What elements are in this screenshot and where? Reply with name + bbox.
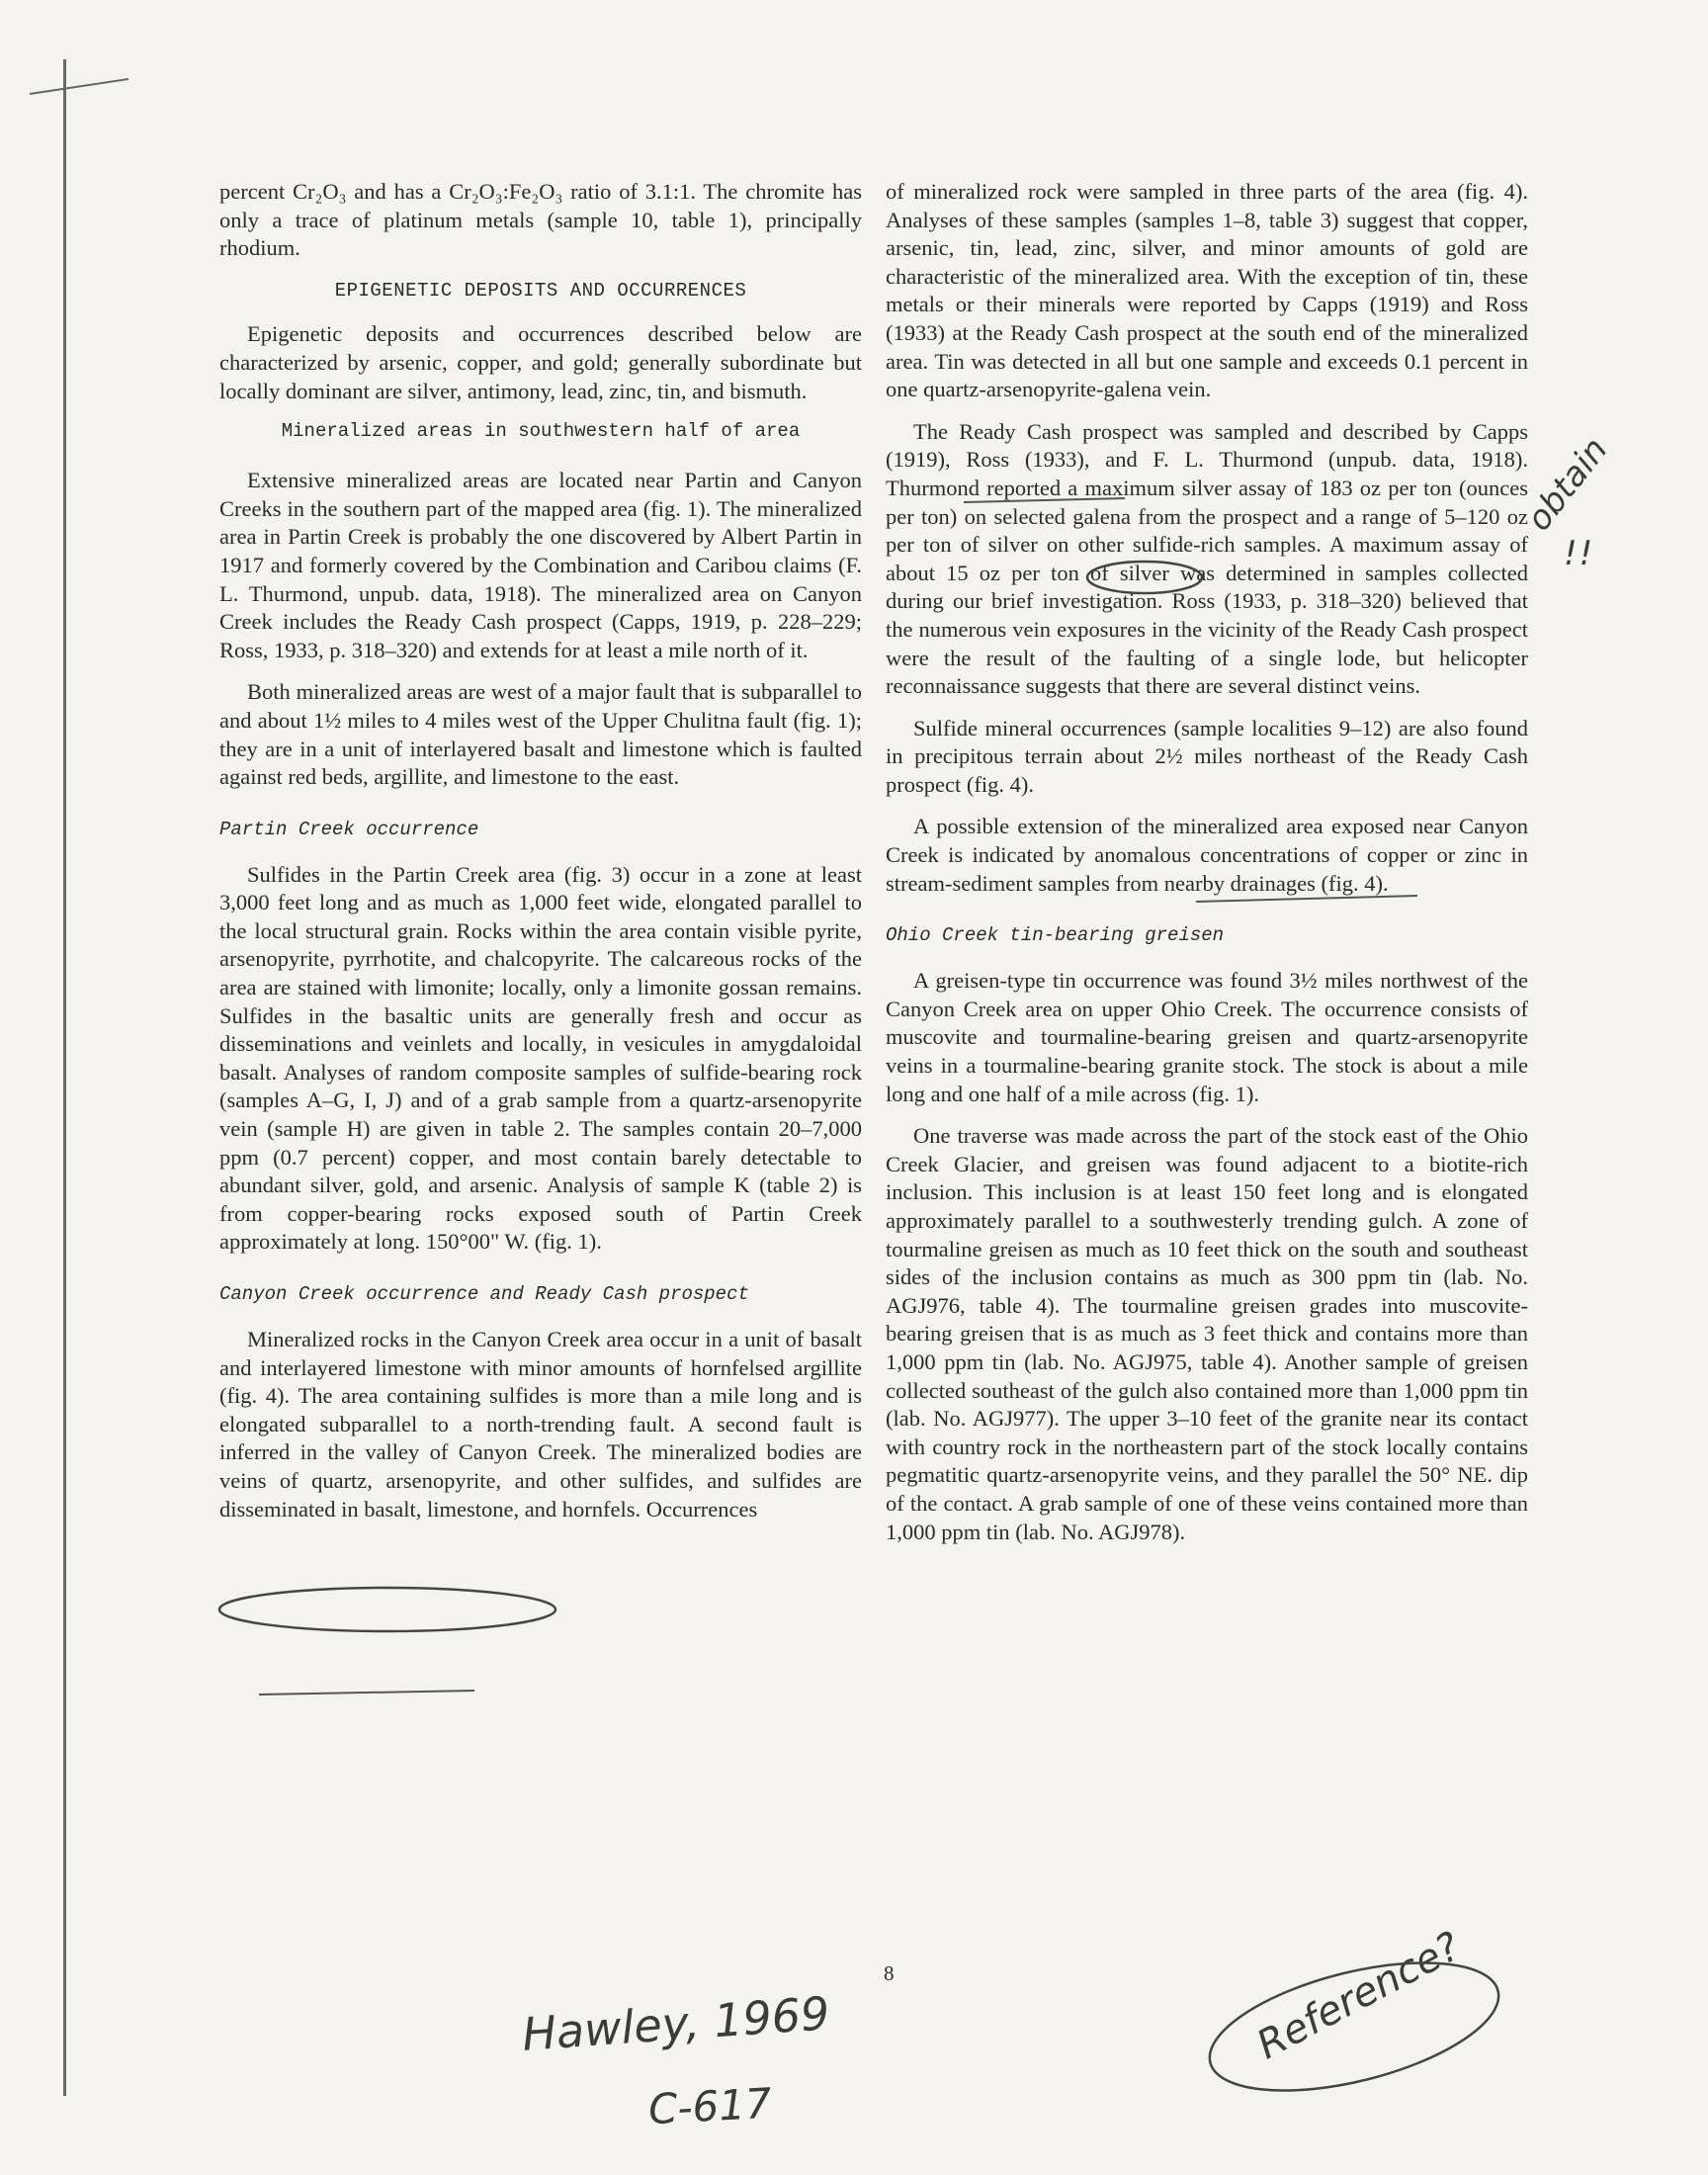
underline-annotation-mineralized (259, 1691, 474, 1695)
paragraph: Extensive mineralized areas are located near Partin and Canyon Creeks in the southern part of the mapped area (fig. 1). The mineralized area in Partin Creek is probably the one discovered by Albert Partin in 1917 and formerly covered by the Combination and Caribou claims (F. L. Thurmond, unpub. data, 1918). The mineralized area on Canyon Creek includes the Ready Cash prospect (Capps, 1919, p. 228–229; Ross, 1933, p. 318–320) and extends for at least a mile north of it. (219, 468, 862, 662)
paragraph: A possible extension of the mineralized area exposed near Canyon Creek is indicated by anomalous concentrations of copper or zinc in stream-sediment samples from nearby drainages (fig. 4). (886, 814, 1528, 896)
tick-mark-annotation (30, 79, 128, 94)
handwritten-obtain-note: obtain (1518, 430, 1616, 539)
italic-heading: Partin Creek occurrence (219, 818, 479, 840)
handwritten-exclamation: !! (1564, 534, 1595, 573)
italic-heading: Ohio Creek tin-bearing greisen (886, 924, 1225, 947)
paragraph: Sulfide mineral occurrences (sample localities 9–12) are also found in precipitous terrain about 2½ miles northeast of the Ready Cash prospect (fig. 4). (886, 715, 1528, 797)
underline-annotation-ready-cash (964, 498, 1125, 502)
underline-annotation-precipitous (1196, 896, 1417, 902)
circle-annotation-reference (1197, 1938, 1511, 2115)
paragraph: Sulfides in the Partin Creek area (fig. 3) occur in a zone at least 3,000 feet long and as much as 1,000 feet wide, elongated parallel to the local structural grain. Rocks within the area contain visible pyrite, arsenopyrite, pyrrhotite, and chalcopyrite. The calcareous rocks of the area are stained with limonite; locally, only a limonite gossan remains. Sulfides in the basaltic units are generally fresh and occur as disseminations and veinlets and locally, in vesicules in amygdaloidal basalt. Analyses of random composite samples of sulfide-bearing rock (samples A–G, I, J) and of a grab sample from a quartz-arsenopyrite vein (sample H) are given in table 2. The samples contain 20–7,000 ppm (0.7 percent) copper, and most contain barely detectable to abundant silver, gold, and arsenic. Analysis of sample K (table 2) is from copper-bearing rocks exposed south of Partin Creek approximately at long. 150°00" W. (fig. 1). (219, 861, 862, 1255)
handwritten-citation: Hawley, 1969 (520, 1986, 831, 2061)
page-number: 8 (884, 1961, 895, 1985)
paragraph: Epigenetic deposits and occurrences described below are characterized by arsenic, copper, and gold; generally subordinate but locally dominant are silver, antimony, lead, zinc, tin, and bismuth. (219, 321, 862, 403)
italic-heading: Canyon Creek occurrence and Ready Cash prospect (219, 1283, 749, 1305)
paragraph: One traverse was made across the part of the stock east of the Ohio Creek Glacier, and greisen was found adjacent to a biotite-rich inclusion. This inclusion is at least 150 feet long and is elongated approximately parallel to a southwesterly trending gulch. A zone of tourmaline greisen as much as 10 feet thick on the south and southeast sides of the inclusion contains as much as 300 ppm tin (lab. No. AGJ976, table 4). The tourmaline greisen grades into muscovite-bearing greisen that is as much as 3 feet thick and contains more than 1,000 ppm tin (lab. No. AGJ975, table 4). Another sample of greisen collected southeast of the gulch also contained more than 1,000 ppm tin (lab. No. AGJ977). The upper 3–10 feet of the granite near its contact with country rock in the northeastern part of the stock locally contains pegmatitic quartz-arsenopyrite veins, and they parallel the 50° NE. dip of the contact. A grab sample of one of these veins contained more than 1,000 ppm tin (lab. No. AGJ978). (886, 1123, 1528, 1544)
paragraph: Mineralized rocks in the Canyon Creek area occur in a unit of basalt and interlayered limestone with minor amounts of hornfelsed argillite (fig. 4). The area containing sulfides is more than a mile long and is elongated subparallel to a north-trending fault. A second fault is inferred in the valley of Canyon Creek. The mineralized bodies are veins of quartz, arsenopyrite, and other sulfides, and sulfides are disseminated in basalt, limestone, and hornfels. Occurrences (219, 1327, 862, 1522)
circle-annotation-canyon-creek (219, 1588, 555, 1631)
paragraph: A greisen-type tin occurrence was found 3½ miles northwest of the Canyon Creek area on upper Ohio Creek. The occurrence consists of muscovite and tourmaline-bearing greisen and quartz-arsenopyrite veins in a tourmaline-bearing granite stock. The stock is about a mile long and one half of a mile across (fig. 1). (886, 968, 1528, 1106)
section-heading: EPIGENETIC DEPOSITS AND OCCURRENCES (334, 279, 747, 302)
handwritten-reference-note: Reference? (1249, 1923, 1468, 2069)
paragraph: The Ready Cash prospect was sampled and described by Capps (1919), Ross (1933), and F. L. Thurmond (unpub. data, 1918). Thurmond reported a maximum silver assay of 183 oz per ton (ounces per ton) on selected galena from the prospect and a range of 5–120 oz per ton of silver on other sulfide-rich samples. A maximum assay of about 15 oz per ton of silver was determined in samples collected during our brief investigation. Ross (1933, p. 318–320) believed that the numerous vein exposures in the vicinity of the Ready Cash prospect were the result of the faulting of a single lode, but helicopter reconnaissance suggests that there are several distinct veins. (886, 418, 1528, 699)
handwritten-code: C-617 (646, 2078, 773, 2134)
paragraph: percent Cr₂O₃ and has a Cr₂O₃:Fe₂O₃ ratio of 3.1:1. The chromite has only a trace of platinum metals (sample 10, table 1), principally rhodium. (219, 179, 862, 261)
subsection-heading: Mineralized areas in southwestern half of area (281, 420, 801, 443)
paragraph: Both mineralized areas are west of a major fault that is subparallel to and about 1½ miles to 4 miles west of the Upper Chulitna fault (fig. 1); they are in a unit of interlayered basalt and limestone which is faulted against red beds, argillite, and limestone to the east. (219, 679, 862, 790)
circle-annotation-assay (1087, 562, 1202, 593)
paragraph: of mineralized rock were sampled in three parts of the area (fig. 4). Analyses of these samples (samples 1–8, table 3) suggest that copper, arsenic, tin, lead, zinc, silver, and minor amounts of gold are characteristic of the mineralized area. With the exception of tin, these metals or their minerals were reported by Capps (1919) and Ross (1933) at the Ready Cash prospect at the south end of the mineralized area. Tin was detected in all but one sample and exceeds 0.1 percent in one quartz-arsenopyrite-galena vein. (886, 179, 1528, 402)
